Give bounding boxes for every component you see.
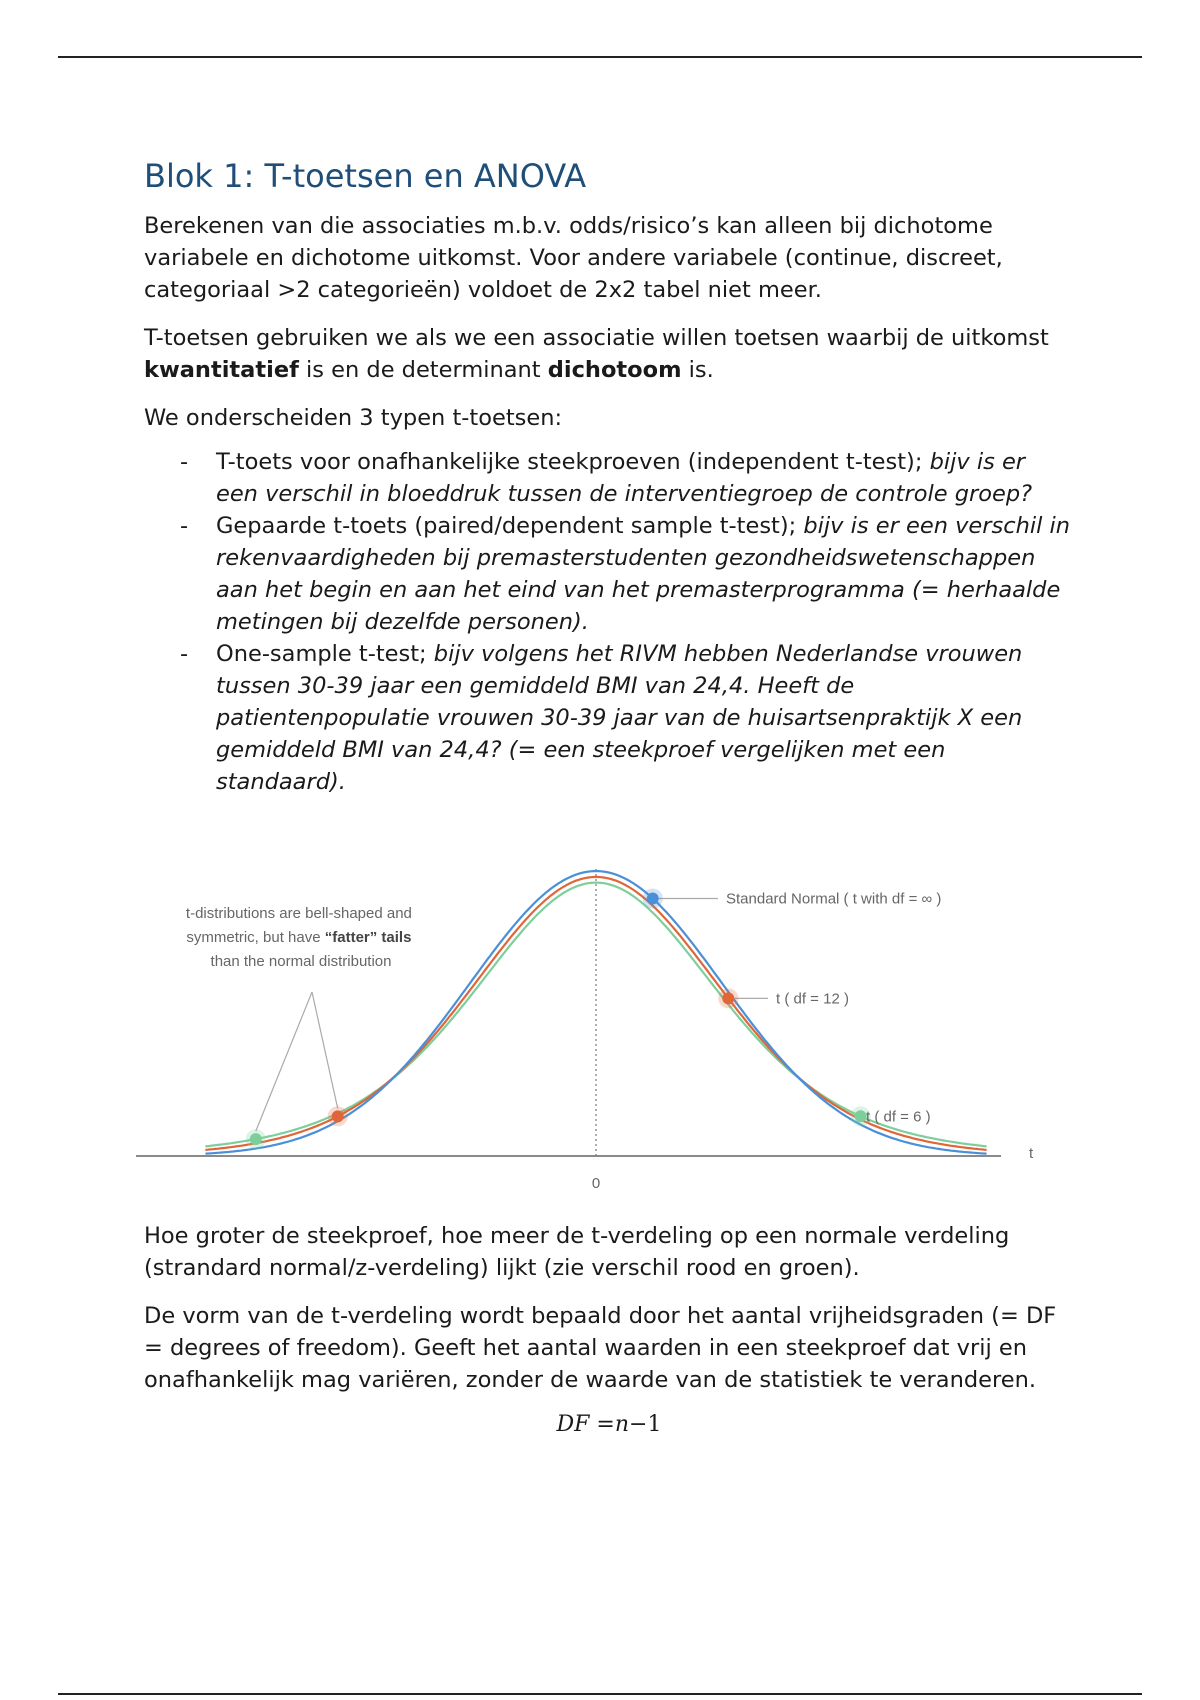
annotation-pointer-lines [246,992,348,1149]
list-item-example: bijv volgens het RIVM hebben Nederlandse vrouwen tussen 30-39 jaar een gemiddeld BMI van 24,4. Heeft de patientenpopulatie vrouwen 30-39 jaar van de huisartsenpraktijk X een gemiddeld BMI van 24,4? (= een steekproef vergelijken met een standaard). [216,641,1023,795]
formula-n: n [614,1412,630,1437]
series-label: t ( df = 12 ) [776,990,849,1008]
series-label: Standard Normal ( t with df = ∞ ) [726,890,942,908]
after-chart-paragraph: Hoe groter de steekproef, hoe meer de t-verdeling op een normale verdeling (strandard normal/z-verdeling) lijkt (zie verschil rood en groen). [144,1223,1010,1281]
ttest-intro-bold-kwantitatief: kwantitatief [144,357,299,383]
page-content [144,156,1074,1437]
formula-minus: − [629,1412,648,1437]
list-item-label: Gepaarde t-toets (paired/dependent sample t-test); [216,513,804,539]
list-item-example: bijv is er een verschil in bloeddruk tussen de interventiegroep de controle groep? [216,449,1033,507]
point-marker [855,1110,867,1122]
ttest-intro-text-3: is. [681,357,714,383]
tail-marker [332,1110,344,1122]
annotation-line-3: than the normal distribution [210,953,392,970]
section-heading: Blok 1: T-toetsen en ANOVA [144,157,587,195]
list-item [144,510,1074,638]
formula-lhs: DF [556,1412,590,1437]
annotation-pointer [256,992,312,1131]
df-paragraph: De vorm van de t-verdeling wordt bepaald door het aantal vrijheidsgraden (= DF = degrees of freedom). Geeft het aantal waarden in een steekproef dat vrij en onafhankelijk mag variëren, zonder de waarde van de statistiek te veranderen. [144,1303,1057,1393]
list-dash: - [180,449,189,475]
annotation-line-2-text: symmetric, but have [186,929,325,946]
annotation-text [186,905,416,970]
x-axis-label: t [1029,1145,1034,1162]
point-marker [722,992,734,1004]
types-heading: We onderscheiden 3 typen t-toetsen: [144,405,563,431]
page-bottom-rule [58,1693,1142,1695]
t-distribution-figure [136,826,1136,1206]
formula-one: 1 [647,1412,662,1437]
annotation-line-1: t-distributions are bell-shaped and [185,905,412,922]
intro-paragraph: Berekenen van die associaties m.b.v. odds/risico’s kan alleen bij dichotome variabele en dichotome uitkomst. Voor andere variabele (continue, discreet, categoriaal >2 categorieën) voldoet de 2x2 tabel niet meer. [144,213,1003,303]
df-formula [144,1412,1074,1437]
page-top-rule [58,56,1142,58]
ttest-types-list [144,446,1074,798]
ttest-intro-text-1: T-toetsen gebruiken we als we een associatie willen toetsen waarbij de uitkomst [144,325,1049,351]
list-dash: - [180,641,189,667]
x-tick-label: 0 [591,1175,601,1192]
list-item [144,446,1074,510]
formula-equals: = [596,1412,615,1437]
series-label: t ( df = 6 ) [866,1108,931,1126]
ttest-intro-bold-dichotoom: dichotoom [547,357,682,383]
point-marker [647,892,659,904]
annotation-pointer [312,992,338,1108]
list-item-example: bijv is er een verschil in rekenvaardigheden bij premasterstudenten gezondheidswetenschappen aan het begin en aan het eind van het premasterprogramma (= herhaalde metingen bij dezelfde personen). [216,513,1071,635]
list-item [144,638,1074,798]
ttest-intro-paragraph [144,322,1074,386]
list-item-label: One-sample t-test; [216,641,434,667]
annotation-line-2 [186,929,411,946]
series-callouts [643,888,942,1126]
t-distribution-chart [136,826,1136,1206]
list-item-label: T-toets voor onafhankelijke steekproeven (independent t-test); [216,449,930,475]
list-dash: - [180,513,189,539]
annotation-line-2-bold: “fatter” tails [324,929,412,946]
ttest-intro-text-2: is en de determinant [298,357,548,383]
tail-marker [250,1133,262,1145]
